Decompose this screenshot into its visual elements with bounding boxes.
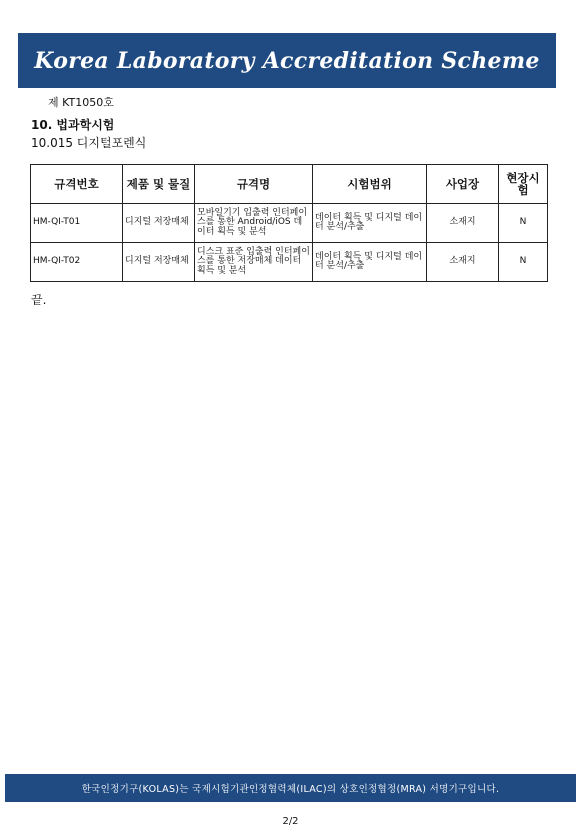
cell-scope: 데이터 획득 및 디지털 데이터 분석/추출 — [313, 204, 427, 243]
header-onsite: 현장시험 — [499, 165, 548, 204]
scope-table — [30, 164, 548, 282]
cell-product: 디지털 저장매체 — [123, 204, 195, 243]
cell-site: 소재지 — [427, 243, 499, 282]
header-title: Korea Laboratory Accreditation Scheme — [34, 47, 540, 74]
table-header-row — [31, 165, 548, 204]
header-site: 사업장 — [427, 165, 499, 204]
page-number: 2/2 — [282, 816, 299, 827]
table-row — [31, 243, 548, 282]
subsection-title: 10.015 디지털포렌식 — [31, 136, 147, 150]
cell-standard: 디스크 표준 입출력 인터페이스를 통한 저장매체 데이터 획득 및 분석 — [195, 243, 313, 282]
footer-banner — [5, 774, 576, 802]
header-standard: 규격명 — [195, 165, 313, 204]
cell-code: HM-QI-T01 — [31, 204, 123, 243]
table-row — [31, 204, 548, 243]
cell-code: HM-QI-T02 — [31, 243, 123, 282]
cell-product: 디지털 저장매체 — [123, 243, 195, 282]
certificate-number: 제 KT1050호 — [48, 96, 114, 109]
header-banner — [18, 33, 556, 88]
header-scope: 시험범위 — [313, 165, 427, 204]
end-mark: 끝. — [31, 293, 47, 307]
cell-standard: 모바일기기 입출력 인터페이스를 통한 Android/iOS 데이터 획득 및 분석 — [195, 204, 313, 243]
cell-onsite: N — [499, 243, 548, 282]
header-code: 규격번호 — [31, 165, 123, 204]
cell-scope: 데이터 획득 및 디지털 데이터 분석/추출 — [313, 243, 427, 282]
cell-onsite: N — [499, 204, 548, 243]
cell-site: 소재지 — [427, 204, 499, 243]
section-title: 10. 법과학시험 — [31, 118, 115, 132]
header-product: 제품 및 물질 — [123, 165, 195, 204]
footer-text: 한국인정기구(KOLAS)는 국제시험기관인정협력체(ILAC)의 상호인정협정(MRA) 서명기구입니다. — [81, 784, 500, 795]
